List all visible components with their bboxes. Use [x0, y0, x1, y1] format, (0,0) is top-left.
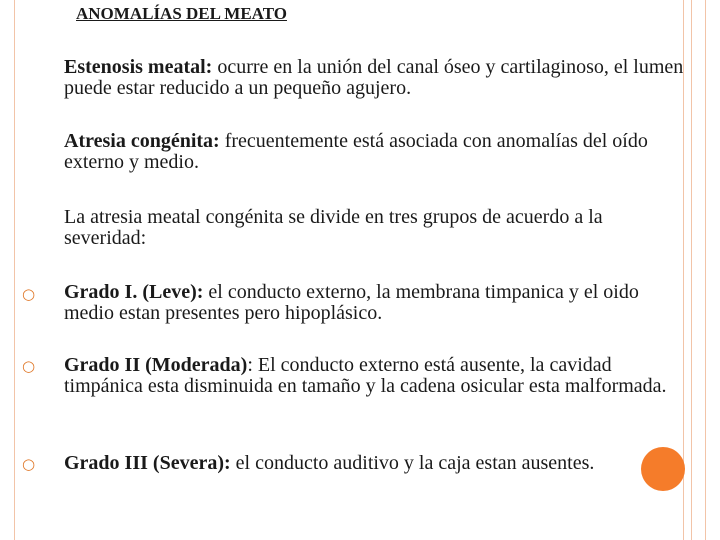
- grade-2-item: [64, 355, 684, 397]
- ring-bullet-icon: ○: [22, 357, 36, 375]
- intro-paragraph: La atresia meatal congénita se divide en tres grupos de acuerdo a la severidad:: [64, 206, 603, 249]
- ring-bullet-icon: ○: [22, 285, 36, 303]
- grade-1-term: Grado I. (Leve):: [64, 281, 204, 303]
- atresia-term: Atresia congénita:: [64, 130, 220, 152]
- slide-title: ANOMALÍAS DEL MEATO: [76, 4, 287, 23]
- ring-bullet-icon: ○: [22, 455, 36, 473]
- grade-1-item: [64, 282, 684, 324]
- grade-3-text: el conducto auditivo y la caja estan ausentes.: [230, 452, 595, 474]
- grade-3-item: [64, 453, 684, 474]
- atresia-paragraph: [64, 131, 684, 173]
- grade-2-text: : El conducto externo está ausente, la cavidad timpánica esta disminuida en tamaño y la cadena osicular esta malformada.: [64, 354, 667, 397]
- decorative-rule: [691, 0, 692, 540]
- estenosis-term: Estenosis meatal:: [64, 56, 213, 78]
- decorative-rule: [14, 0, 15, 540]
- estenosis-paragraph: [64, 57, 684, 99]
- decorative-rule: [705, 0, 706, 540]
- estenosis-text: ocurre en la unión del canal óseo y cartilaginoso, el lumen puede estar reducido a un pequeño agujero.: [64, 56, 684, 99]
- grade-3-term: Grado III (Severa):: [64, 452, 231, 474]
- atresia-text: frecuentemente está asociada con anomalías del oído externo y medio.: [64, 130, 648, 173]
- grade-1-text: el conducto externo, la membrana timpanica y el oido medio estan presentes pero hipoplásico.: [64, 281, 639, 324]
- grade-2-term: Grado II (Moderada): [64, 354, 248, 376]
